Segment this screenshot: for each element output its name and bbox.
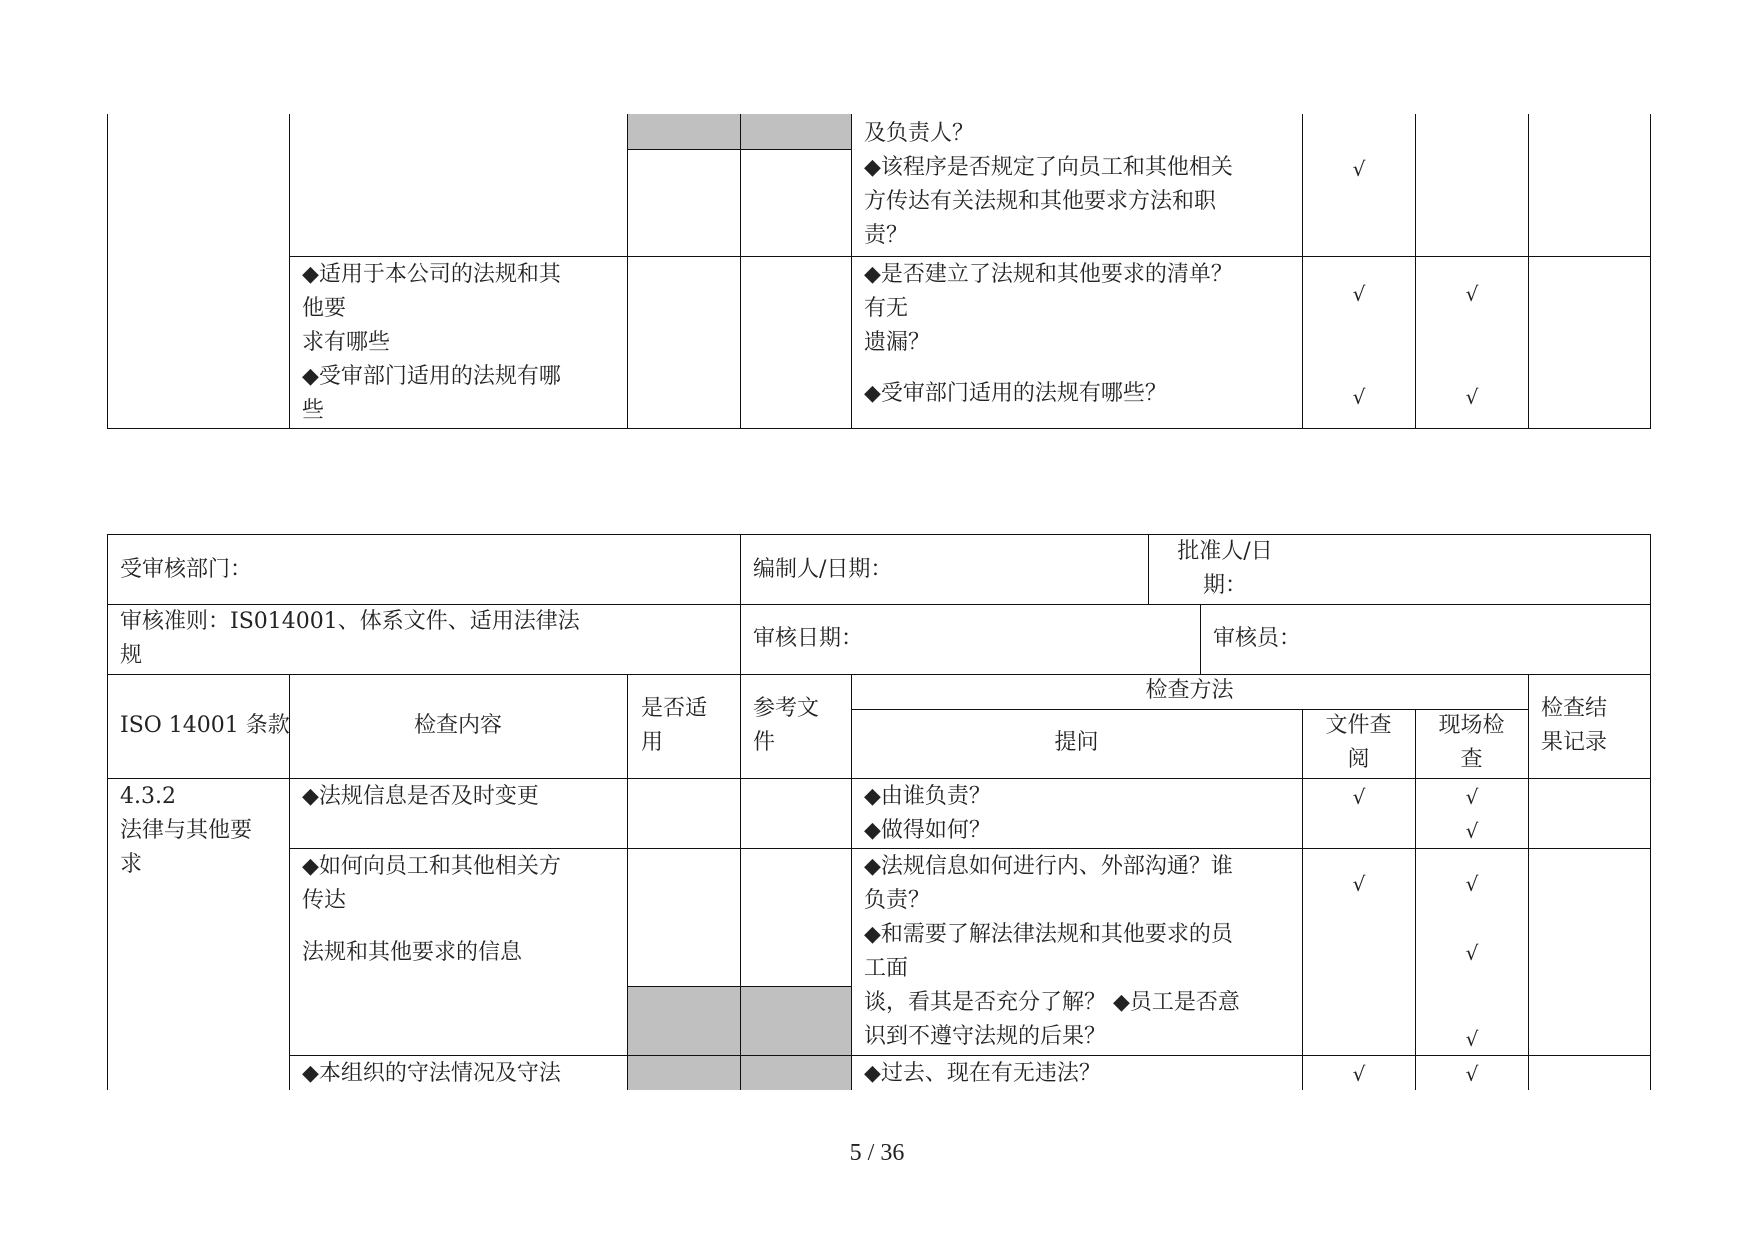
auditor-label: 审核员： [1213, 626, 1302, 651]
column-header-question: 提问 [1054, 730, 1099, 755]
site-check-check: √ [1465, 1027, 1479, 1051]
content-text: ◆本组织的守法情况及守法 [302, 1061, 561, 1086]
question-text: 工面 [864, 956, 909, 981]
column-header-content: 检查内容 [413, 713, 502, 738]
page-number: 5 / 36 [849, 1140, 905, 1166]
column-header-clause: ISO 14001 条款 [120, 713, 290, 738]
column-header-applicable: 用 [641, 730, 664, 755]
site-check-check: √ [1465, 1062, 1479, 1086]
column-header-site-check: 查 [1460, 747, 1483, 772]
doc-review-check: √ [1352, 282, 1366, 306]
content-text: ◆法规信息是否及时变更 [302, 784, 539, 809]
question-text: 负责？ [864, 888, 931, 913]
site-check-check: √ [1465, 819, 1479, 843]
column-header-reference: 件 [753, 730, 776, 755]
column-header-site-check: 现场检 [1438, 713, 1505, 738]
column-header-method: 检查方法 [1145, 678, 1234, 703]
clause-title: 求 [120, 852, 143, 877]
column-header-doc-review: 文件查 [1325, 713, 1392, 738]
question-text: ◆受审部门适用的法规有哪些？ [864, 381, 1167, 406]
approved-by-label: 批准人/日 [1177, 539, 1273, 564]
clause-number: 4.3.2 [120, 784, 176, 809]
doc-review-check: √ [1352, 872, 1366, 896]
question-text: ◆和需要了解法律法规和其他要求的员 [864, 922, 1233, 947]
audit-criteria-label: 审核准则：IS014001、体系文件、适用法律法 [120, 609, 580, 634]
shaded-cell [628, 1056, 740, 1090]
question-text: ◆该程序是否规定了向员工和其他相关 [864, 155, 1233, 180]
question-text: ◆是否建立了法规和其他要求的清单？ [864, 262, 1233, 287]
shaded-cell [628, 114, 740, 149]
clause-title: 法律与其他要 [120, 818, 253, 843]
column-header-reference: 参考文 [753, 696, 820, 721]
question-text: 及负责人？ [864, 121, 975, 146]
content-text: 传达 [302, 888, 347, 913]
site-check-check: √ [1465, 385, 1479, 409]
question-text: 责？ [864, 223, 909, 248]
question-text: ◆法规信息如何进行内、外部沟通？谁 [864, 854, 1233, 879]
audited-dept-label: 受审核部门： [120, 557, 253, 582]
content-text: 些 [302, 398, 325, 423]
question-text: 有无 [864, 296, 909, 321]
approved-by-label: 期： [1202, 573, 1247, 598]
content-text: 法规和其他要求的信息 [302, 940, 523, 965]
column-header-doc-review: 阅 [1347, 747, 1370, 772]
site-check-check: √ [1465, 282, 1479, 306]
prepared-by-label: 编制人/日期： [753, 557, 893, 582]
content-text: ◆适用于本公司的法规和其 [302, 262, 561, 287]
question-text: 方传达有关法规和其他要求方法和职 [864, 189, 1217, 214]
site-check-check: √ [1465, 872, 1479, 896]
column-header-result: 果记录 [1541, 730, 1608, 755]
question-text: 谈，看其是否充分了解？ ◆员工是否意 [864, 990, 1240, 1015]
site-check-check: √ [1465, 941, 1479, 965]
doc-review-check: √ [1352, 157, 1366, 181]
question-text: 识到不遵守法规的后果？ [864, 1024, 1107, 1049]
site-check-check: √ [1465, 785, 1479, 809]
doc-review-check: √ [1352, 1062, 1366, 1086]
question-text: ◆过去、现在有无违法？ [864, 1061, 1101, 1086]
content-text: 他要 [302, 296, 347, 321]
question-text: 遗漏？ [864, 330, 931, 355]
doc-review-check: √ [1352, 385, 1366, 409]
shaded-cell [628, 987, 740, 1055]
question-text: ◆由谁负责？ [864, 784, 991, 809]
content-text: ◆受审部门适用的法规有哪 [302, 364, 561, 389]
column-header-applicable: 是否适 [641, 696, 708, 721]
content-text: 求有哪些 [302, 330, 391, 355]
shaded-cell [741, 1056, 851, 1090]
audit-date-label: 审核日期： [753, 626, 864, 651]
shaded-cell [741, 987, 851, 1055]
content-text: ◆如何向员工和其他相关方 [302, 854, 561, 879]
doc-review-check: √ [1352, 785, 1366, 809]
shaded-cell [741, 114, 851, 149]
column-header-result: 检查结 [1541, 696, 1608, 721]
audit-criteria-label: 规 [120, 643, 143, 668]
question-text: ◆做得如何？ [864, 818, 991, 843]
